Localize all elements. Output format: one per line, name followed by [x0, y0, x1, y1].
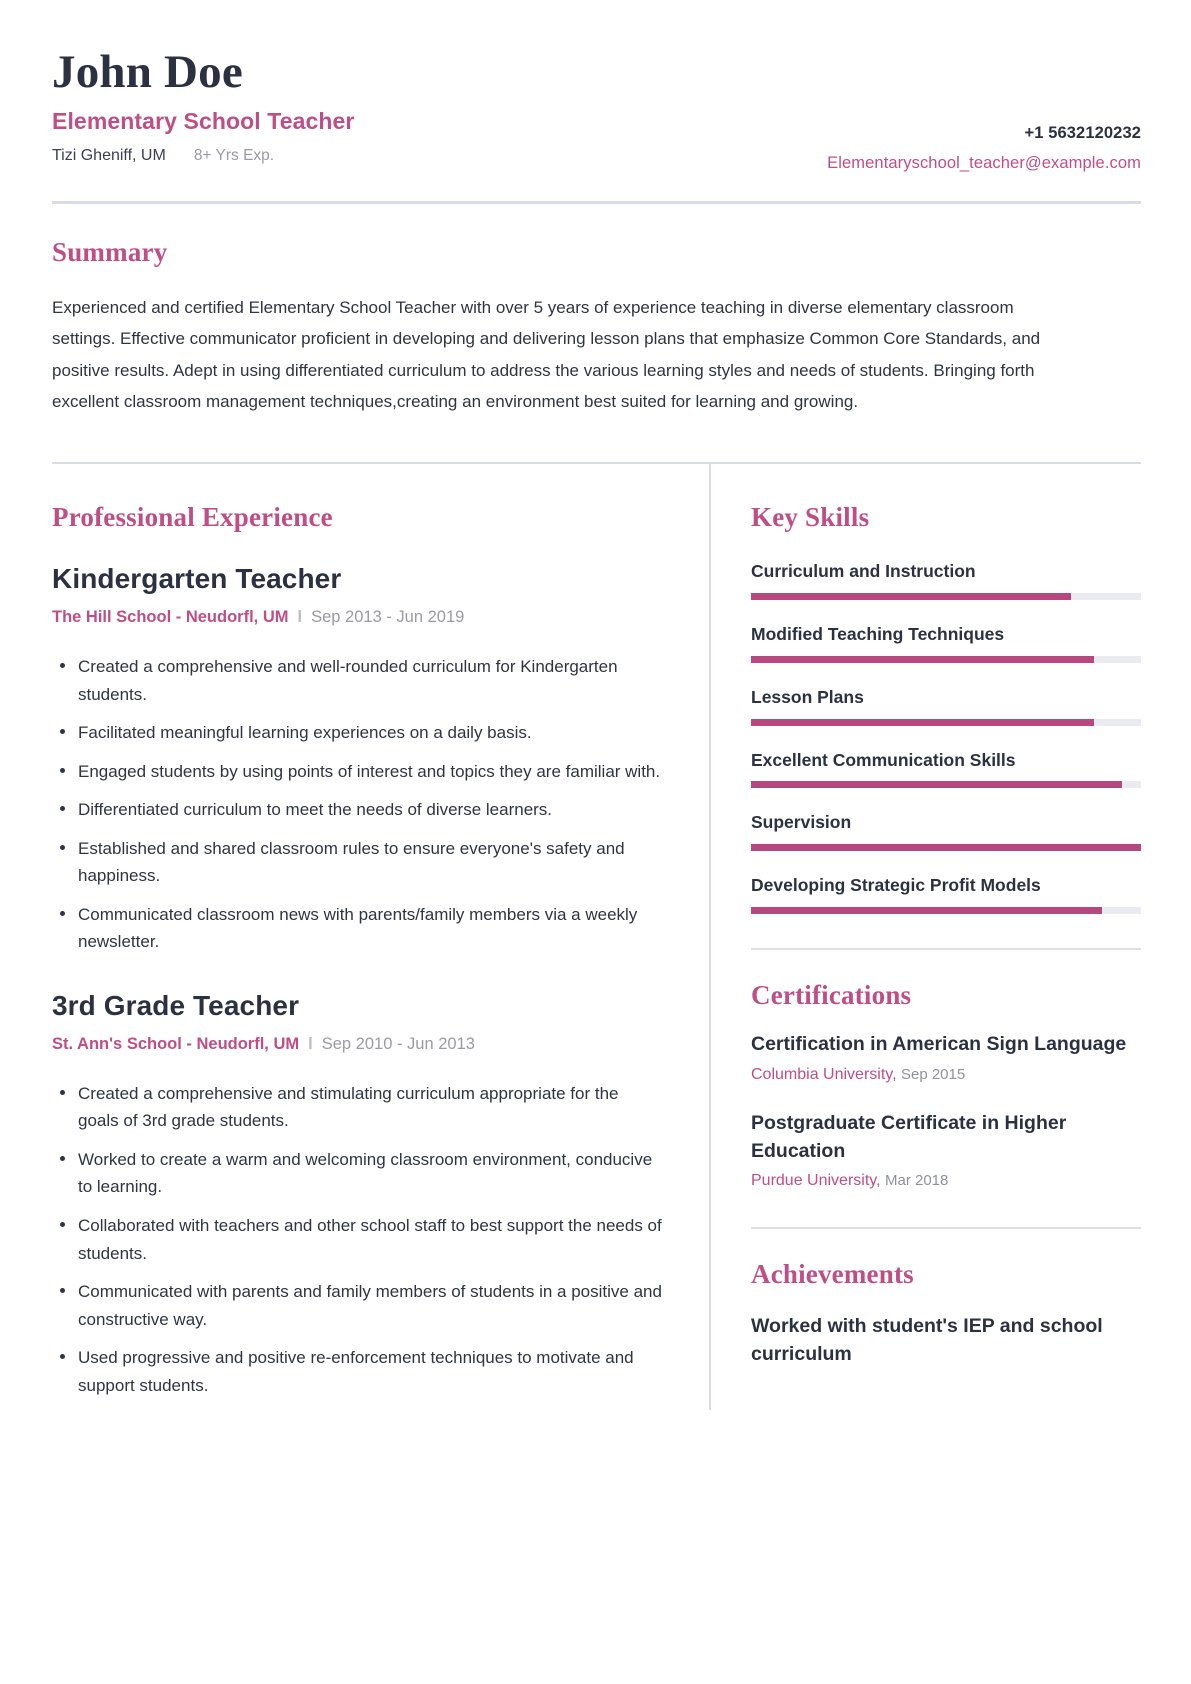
- certification-organization: Purdue University,: [751, 1172, 881, 1190]
- experience-item: [52, 990, 673, 1399]
- sidebar-divider-1: [751, 948, 1141, 950]
- skill-level-fill: [751, 781, 1122, 788]
- experience-list: [52, 563, 673, 1399]
- skill-item: [751, 748, 1141, 789]
- body-columns: [52, 462, 1141, 1410]
- certifications-section: [751, 980, 1141, 1192]
- job-bullet: Communicated with parents and family members of students in a positive and constructive way.: [52, 1278, 662, 1333]
- certification-date: Mar 2018: [884, 1172, 949, 1190]
- skills-title: Key Skills: [751, 502, 870, 533]
- skill-level-bar: [751, 907, 1141, 914]
- achievements-section: [751, 1259, 1141, 1369]
- skill-label: Developing Strategic Profit Models: [751, 875, 1041, 896]
- job-bullet: Engaged students by using points of interest and topics they are familiar with.: [52, 758, 662, 786]
- job-bullet-list: [52, 1080, 673, 1399]
- skill-item: [751, 685, 1141, 726]
- summary-title: Summary: [52, 236, 168, 267]
- skill-item: [751, 622, 1141, 663]
- skill-level-fill: [751, 656, 1094, 663]
- skill-level-fill: [751, 593, 1071, 600]
- certifications-title: Certifications: [751, 980, 912, 1011]
- job-bullet: Facilitated meaningful learning experiences on a daily basis.: [52, 719, 662, 747]
- sidebar-divider-2: [751, 1227, 1141, 1229]
- certification-name: Postgraduate Certificate in Higher Education: [751, 1112, 1067, 1162]
- certification-date: Sep 2015: [900, 1065, 966, 1083]
- skill-label: Modified Teaching Techniques: [751, 623, 1005, 644]
- certification-item: [751, 1110, 1141, 1193]
- candidate-name: John Doe: [52, 46, 243, 98]
- sidebar-column: [709, 464, 1141, 1410]
- job-separator: l: [308, 1034, 313, 1053]
- skill-label: Supervision: [751, 812, 852, 833]
- job-separator: l: [297, 608, 303, 627]
- certification-meta: [751, 1169, 1141, 1192]
- certification-item: [751, 1031, 1141, 1086]
- contact-block: [827, 124, 1141, 173]
- achievement-item: Worked with student's IEP and school curriculum: [751, 1314, 1103, 1365]
- skill-level-bar: [751, 656, 1141, 663]
- job-subtitle: [52, 1035, 673, 1054]
- job-bullet: Created a comprehensive and stimulating curriculum appropriate for the goals of 3rd grade students.: [52, 1080, 662, 1135]
- job-company: St. Ann's School - Neudorfl, UM: [52, 1034, 300, 1053]
- skills-section: [751, 502, 1141, 914]
- skill-label: Curriculum and Instruction: [751, 561, 976, 582]
- skill-item: [751, 810, 1141, 851]
- certification-organization: Columbia University,: [751, 1065, 897, 1083]
- job-bullet: Collaborated with teachers and other school staff to best support the needs of students.: [52, 1212, 662, 1267]
- job-bullet: Used progressive and positive re-enforcement techniques to motivate and support students.: [52, 1344, 662, 1399]
- skill-level-bar: [751, 781, 1141, 788]
- skill-label: Excellent Communication Skills: [751, 749, 1016, 770]
- skill-item: [751, 873, 1141, 914]
- candidate-location: Tizi Gheniff, UM: [52, 146, 166, 164]
- job-bullet-list: [52, 653, 673, 956]
- achievements-title: Achievements: [751, 1258, 914, 1289]
- job-bullet: Created a comprehensive and well-rounded curriculum for Kindergarten students.: [52, 653, 662, 708]
- summary-section: [52, 204, 1141, 418]
- skill-level-bar: [751, 593, 1141, 600]
- skill-level-bar: [751, 844, 1141, 851]
- achievements-list: [751, 1312, 1141, 1369]
- skill-level-fill: [751, 719, 1094, 726]
- contact-email[interactable]: Elementaryschool_teacher@example.com: [827, 154, 1141, 172]
- summary-body: Experienced and certified Elementary School Teacher with over 5 years of experience teaching in diverse elementary classroom settings. Effective communicator proficient in developing and delivering lesson plans that emphasize Common Core Standards, and positive results. Adept in using differentiated curriculum to address the various learning styles and needs of students. Bringing forth excellent classroom management techniques,creating an environment best suited for learning and growing.: [52, 297, 1041, 412]
- skill-item: [751, 559, 1141, 600]
- candidate-role: Elementary School Teacher: [52, 107, 355, 134]
- job-dates: Sep 2010 - Jun 2013: [321, 1034, 475, 1053]
- job-title: Kindergarten Teacher: [52, 563, 342, 595]
- certification-name: Certification in American Sign Language: [751, 1033, 1127, 1056]
- skill-level-bar: [751, 719, 1141, 726]
- contact-phone[interactable]: +1 5632120232: [1024, 124, 1141, 142]
- resume-header: [52, 46, 1141, 172]
- skill-label: Lesson Plans: [751, 686, 864, 707]
- skill-level-fill: [751, 844, 1141, 851]
- experience-item: [52, 563, 673, 956]
- skill-level-fill: [751, 907, 1102, 914]
- job-dates: Sep 2013 - Jun 2019: [311, 608, 465, 627]
- skills-list: [751, 559, 1141, 914]
- job-title: 3rd Grade Teacher: [52, 989, 300, 1021]
- experience-title: Professional Experience: [52, 502, 333, 533]
- job-bullet: Communicated classroom news with parents/family members via a weekly newsletter.: [52, 901, 662, 956]
- main-column: [52, 464, 707, 1410]
- job-bullet: Differentiated curriculum to meet the needs of diverse learners.: [52, 796, 662, 824]
- job-bullet: Established and shared classroom rules to ensure everyone's safety and happiness.: [52, 835, 662, 890]
- certifications-list: [751, 1031, 1141, 1192]
- job-company: The Hill School - Neudorfl, UM: [52, 608, 289, 627]
- certification-meta: [751, 1063, 1141, 1086]
- candidate-experience-years: 8+ Yrs Exp.: [193, 146, 275, 164]
- job-subtitle: [52, 608, 673, 627]
- job-bullet: Worked to create a warm and welcoming classroom environment, conducive to learning.: [52, 1146, 662, 1201]
